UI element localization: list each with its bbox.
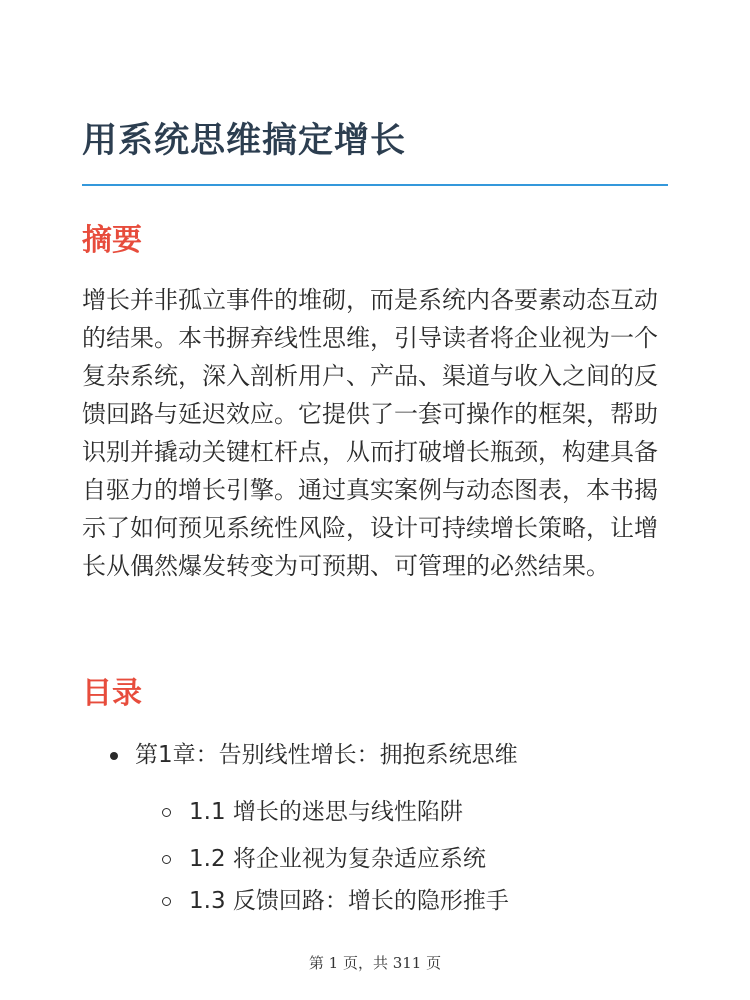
filled-bullet-icon — [110, 752, 118, 760]
book-title: 用系统思维搞定增长 — [82, 121, 407, 161]
section-title: 1.3 反馈回路：增长的隐形推手 — [189, 888, 509, 914]
hollow-bullet-icon — [162, 855, 171, 864]
section-title: 1.2 将企业视为复杂适应系统 — [189, 846, 486, 872]
page-number-footer: 第 1 页，共 311 页 — [308, 954, 442, 972]
abstract-heading: 摘要 — [82, 223, 142, 258]
abstract-paragraph: 增长并非孤立事件的堆砌，而是系统内各要素动态互动的结果。本书摒弃线性思维，引导读者将企业视为一个复杂系统，深入剖析用户、产品、渠道与收入之间的反馈回路与延迟效应。它提供了一套可操作的框架，帮助识别并撬动关键杠杆点，从而打破增长瓶颈，构建具备自驱力的增长引擎。通过真实案例与动态图表，本书揭示了如何预见系统性风险，设计可持续增长策略，让增长从偶然爆发转变为可预期、可管理的必然结果。 — [82, 286, 658, 580]
chapter-title: 第1章：告别线性增长：拥抱系统思维 — [135, 742, 518, 768]
title-divider — [82, 184, 668, 186]
hollow-bullet-icon — [162, 897, 171, 906]
hollow-bullet-icon — [162, 808, 171, 817]
toc-heading: 目录 — [82, 676, 142, 711]
section-title: 1.1 增长的迷思与线性陷阱 — [189, 799, 463, 825]
